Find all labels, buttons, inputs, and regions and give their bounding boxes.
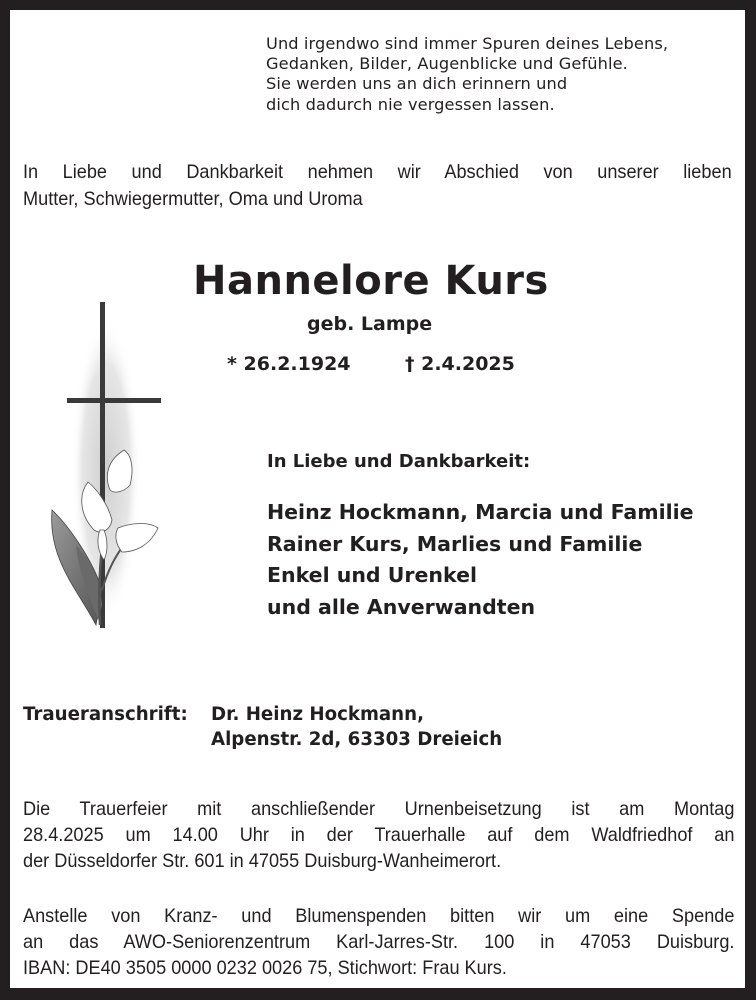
poem-line: Und irgendwo sind immer Spuren deines Lebens, [266, 34, 669, 53]
life-dates [227, 353, 515, 375]
ceremony-line: Die Trauerfeier mit anschließender Urnenbeisetzung ist am Montag [23, 798, 735, 820]
donation-line: an das AWO-Seniorenzentrum Karl-Jarres-Str. 100 in 47053 Duisburg. [23, 931, 735, 953]
mourner-line: und alle Anverwandten [267, 594, 536, 619]
deceased-name: Hannelore Kurs [193, 258, 549, 304]
ceremony-line: der Düsseldorfer Str. 601 in 47055 Duisburg-Wanheimerort. [23, 850, 502, 872]
donation-line: IBAN: DE40 3505 0000 0232 0026 75, Stichwort: Frau Kurs. [23, 957, 507, 979]
ceremony-info [23, 796, 734, 874]
farewell-intro [23, 159, 732, 213]
poem-line: dich dadurch nie vergessen lassen. [266, 94, 555, 114]
mourner-line: Rainer Kurs, Marlies und Familie [267, 531, 643, 556]
mourner-line: Enkel und Urenkel [267, 563, 478, 587]
donation-line: Anstelle von Kranz- und Blumenspenden bitten wir um eine Spende [23, 905, 735, 927]
mourners-list [267, 497, 694, 623]
address-name: Dr. Heinz Hockmann, [211, 704, 424, 725]
birth-date: * 26.2.1924 [227, 353, 351, 375]
poem-line: Gedanken, Bilder, Augenblicke und Gefühle. [266, 54, 628, 74]
intro-line: In Liebe und Dankbarkeit nehmen wir Abschied von unserer lieben [23, 161, 732, 183]
obituary-notice [10, 10, 745, 988]
intro-line: Mutter, Schwiegermutter, Oma und Uroma [23, 188, 363, 210]
mourner-line: Heinz Hockmann, Marcia und Familie [267, 500, 694, 524]
donation-info [23, 903, 734, 981]
death-date: † 2.4.2025 [405, 353, 515, 375]
ceremony-line: 28.4.2025 um 14.00 Uhr in der Trauerhalle auf dem Waldfriedhof an [23, 824, 735, 846]
memorial-poem [266, 34, 668, 115]
address-label: Traueranschrift: [23, 704, 188, 725]
cross-with-calla-lilies-icon [38, 290, 162, 630]
mourners-title: In Liebe und Dankbarkeit: [267, 451, 531, 472]
maiden-name: geb. Lampe [307, 313, 433, 335]
poem-line: Sie werden uns an dich erinnern und [266, 74, 568, 94]
address-street: Alpenstr. 2d, 63303 Dreieich [211, 729, 503, 750]
